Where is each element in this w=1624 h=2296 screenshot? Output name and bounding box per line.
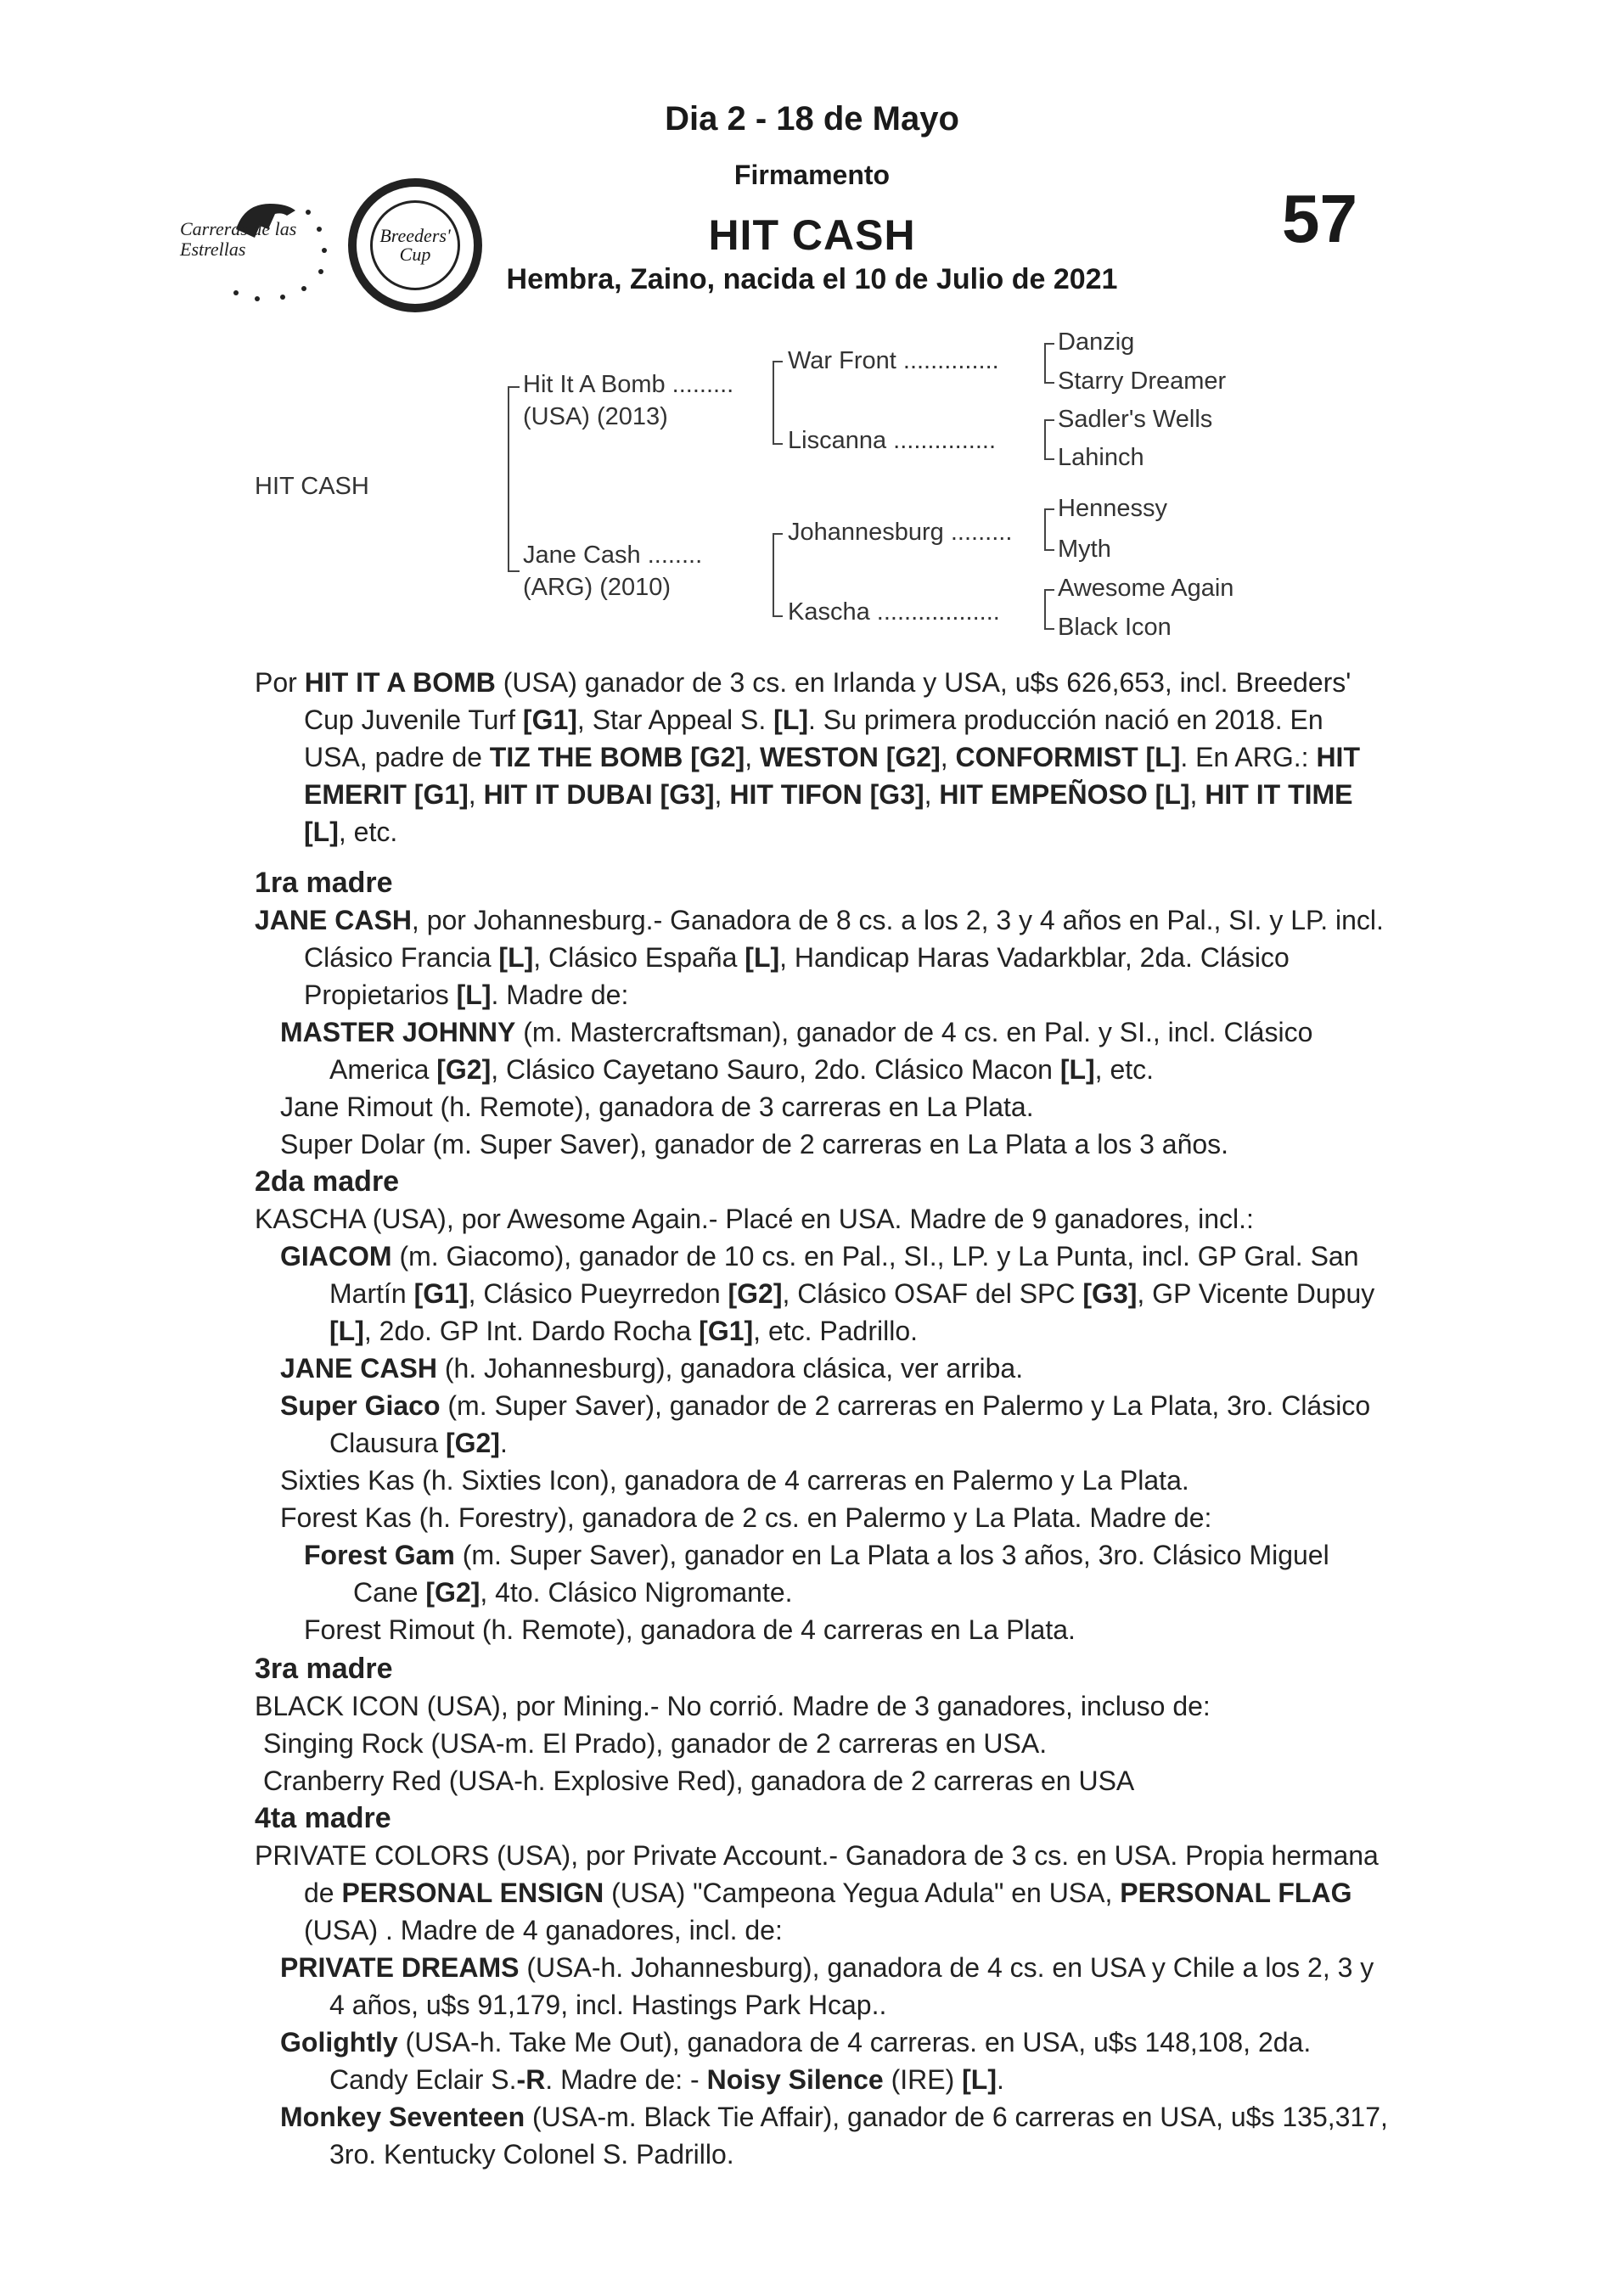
text: (IRE) bbox=[883, 2064, 963, 2095]
race-name: Firmamento bbox=[733, 160, 891, 190]
text: (h. Johannesburg), ganadora clásica, ver arriba. bbox=[436, 1353, 1024, 1384]
offspring-entry bbox=[255, 1387, 1392, 1462]
offspring-entry bbox=[255, 2024, 1392, 2098]
fourth-dam-paragraph bbox=[255, 1837, 1392, 1949]
offspring-entry: Forest Kas (h. Forestry), ganadora de 2 cs. en Palermo y La Plata. Madre de: bbox=[280, 1502, 1212, 1533]
text: , Handicap Haras Vadarkblar, 2da. Clásico Propietarios bbox=[304, 942, 1290, 1010]
offspring-name: MASTER JOHNNY bbox=[280, 1017, 516, 1047]
pedigree-sire-origin: (USA) (2013) bbox=[523, 403, 668, 430]
offspring-name: Monkey Seventeen bbox=[280, 2102, 525, 2132]
text: . En ARG.: bbox=[1180, 742, 1317, 772]
carreras-estrellas-logo bbox=[168, 178, 338, 314]
text: , Clásico Pueyrredon bbox=[468, 1278, 728, 1309]
grand-offspring-entry bbox=[255, 1536, 1392, 1611]
grade: [G2] bbox=[436, 1054, 492, 1085]
text: , bbox=[924, 779, 940, 810]
text: , etc. bbox=[1094, 1054, 1155, 1085]
text: (m. Super Saver), ganador en La Plata a los 3 años, 3ro. Clásico Miguel Cane bbox=[353, 1540, 1329, 1608]
text: , Clásico Cayetano Sauro, 2do. Clásico Macon bbox=[491, 1054, 1060, 1085]
text: . bbox=[499, 1428, 508, 1458]
pedigree-bracket-4 bbox=[1044, 343, 1054, 384]
pedigree-dss: Hennessy bbox=[1058, 495, 1167, 522]
text: (USA-h. Johannesburg), ganadora de 4 cs. en USA y Chile a los 2, 3 y 4 años, u$s 91,179, incl. Hastings Park Hcap.. bbox=[329, 1952, 1374, 2020]
text: , bbox=[1189, 779, 1205, 810]
offspring-name: Forest Gam bbox=[304, 1540, 455, 1570]
sire-section bbox=[255, 664, 1392, 850]
text: Por bbox=[255, 667, 305, 698]
second-dam-heading: 2da madre bbox=[255, 1165, 400, 1198]
offspring-entry: Singing Rock (USA-m. El Prado), ganador de 2 carreras en USA. bbox=[263, 1728, 1048, 1759]
text: , Clásico OSAF del SPC bbox=[782, 1278, 1083, 1309]
grade: [G2] bbox=[728, 1278, 783, 1309]
offspring-name: PRIVATE DREAMS bbox=[280, 1952, 520, 1983]
breeders-cup-text: Breeders' Cup bbox=[370, 200, 460, 290]
pedigree-bracket-1 bbox=[508, 386, 520, 572]
grade: [G2] bbox=[425, 1577, 480, 1608]
pedigree-dds: Awesome Again bbox=[1058, 575, 1234, 602]
pedigree-bracket-2 bbox=[773, 361, 783, 445]
third-dam-heading: 3ra madre bbox=[255, 1653, 393, 1685]
grand-offspring-entry: Forest Rimout (h. Remote), ganadora de 4 carreras en La Plata. bbox=[304, 1614, 1076, 1645]
text: , por Johannesburg.- Ganadora de 8 cs. a los 2, 3 y 4 años en Pal., SI. y LP. incl. Clásico Francia bbox=[304, 905, 1384, 973]
offspring: TIZ THE BOMB [G2] bbox=[489, 742, 745, 772]
pedigree-bracket-7 bbox=[1044, 589, 1054, 630]
third-dam-intro: BLACK ICON (USA), por Mining.- No corrió. Madre de 3 ganadores, incluso de: bbox=[255, 1691, 1211, 1721]
entry-number: 57 bbox=[1282, 181, 1357, 256]
offspring-entry: Super Dolar (m. Super Saver), ganador de 2 carreras en La Plata a los 3 años. bbox=[280, 1129, 1229, 1159]
relative-name: PERSONAL ENSIGN bbox=[341, 1878, 604, 1908]
text: , Star Appeal S. bbox=[576, 705, 774, 735]
fourth-dam-heading: 4ta madre bbox=[255, 1802, 391, 1834]
offspring-name: Golightly bbox=[280, 2027, 398, 2057]
offspring-name: Super Giaco bbox=[280, 1390, 441, 1421]
text: , 2do. GP Int. Dardo Rocha bbox=[363, 1316, 700, 1346]
text: , bbox=[714, 779, 730, 810]
horse-name: HIT CASH bbox=[708, 211, 916, 259]
offspring: WESTON [G2] bbox=[760, 742, 941, 772]
offspring: HIT EMPEÑOSO [L] bbox=[939, 779, 1190, 810]
first-dam-heading: 1ra madre bbox=[255, 867, 393, 899]
grade: [L] bbox=[329, 1316, 364, 1346]
offspring-entry bbox=[255, 1949, 1392, 2024]
pedigree-ss: War Front .............. bbox=[788, 347, 999, 374]
offspring-entry bbox=[255, 1350, 1392, 1387]
text: , Clásico España bbox=[533, 942, 745, 973]
grade: [L] bbox=[773, 705, 809, 735]
offspring: HIT IT DUBAI [G3] bbox=[483, 779, 715, 810]
grade: [G1] bbox=[413, 1278, 469, 1309]
pedigree-sss: Danzig bbox=[1058, 328, 1135, 356]
pedigree-sd: Liscanna ............... bbox=[788, 427, 996, 454]
pedigree-ds: Johannesburg ......... bbox=[788, 519, 1013, 546]
text: , bbox=[745, 742, 760, 772]
dam-name: JANE CASH bbox=[255, 905, 412, 935]
pedigree-sdd: Lahinch bbox=[1058, 444, 1144, 471]
pedigree-ssd: Starry Dreamer bbox=[1058, 368, 1227, 395]
pedigree-sire: Hit It A Bomb ......... bbox=[523, 371, 734, 398]
pedigree-dd: Kascha .................. bbox=[788, 598, 1000, 626]
pedigree-dam-origin: (ARG) (2010) bbox=[523, 574, 672, 601]
offspring-entry: Cranberry Red (USA-h. Explosive Red), ganadora de 2 carreras en USA bbox=[263, 1766, 1135, 1796]
offspring-entry bbox=[255, 2098, 1392, 2173]
first-dam-paragraph bbox=[255, 901, 1392, 1013]
page-day-heading: Dia 2 - 18 de Mayo bbox=[665, 100, 959, 138]
restricted-marker: -R bbox=[516, 2064, 546, 2095]
text: (USA) ganador de 3 cs. en Irlanda y USA, u$s 626,653, incl. Breeders' Cup Juvenile Turf bbox=[304, 667, 1351, 735]
text: (m. Super Saver), ganador de 2 carreras en Palermo y La Plata, 3ro. Clásico Clausura bbox=[329, 1390, 1371, 1458]
pedigree-bracket-3 bbox=[773, 533, 783, 617]
offspring-name: JANE CASH bbox=[280, 1353, 437, 1384]
grade: [G1] bbox=[522, 705, 577, 735]
text: . Madre de: - bbox=[545, 2064, 707, 2095]
text: PRIVATE COLORS (USA), por Private Account.- Ganadora de 3 cs. en USA. Propia hermana de bbox=[255, 1840, 1379, 1908]
grade: [L] bbox=[1059, 1054, 1095, 1085]
text: (USA) "Campeona Yegua Adula" en USA, bbox=[604, 1878, 1121, 1908]
text: (USA-m. Black Tie Affair), ganador de 6 carreras en USA, u$s 135,317, 3ro. Kentucky Colonel S. Padrillo. bbox=[329, 2102, 1388, 2170]
offspring-entry bbox=[255, 1013, 1392, 1088]
grand-offspring-name: Noisy Silence bbox=[706, 2064, 884, 2095]
offspring: HIT EMERIT [G1] bbox=[304, 742, 1360, 810]
grade: [G3] bbox=[1082, 1278, 1138, 1309]
second-dam-section bbox=[255, 1163, 1392, 1648]
pedigree-dam: Jane Cash ........ bbox=[523, 542, 703, 569]
text: (USA) . Madre de 4 ganadores, incl. de: bbox=[304, 1915, 783, 1945]
text: , GP Vicente Dupuy bbox=[1137, 1278, 1375, 1309]
grade: [G2] bbox=[445, 1428, 500, 1458]
pedigree-ddd: Black Icon bbox=[1058, 614, 1172, 641]
pedigree-bracket-5 bbox=[1044, 419, 1054, 460]
sire-name: HIT IT A BOMB bbox=[304, 667, 496, 698]
grade: [L] bbox=[745, 942, 780, 973]
pedigree-bracket-6 bbox=[1044, 508, 1054, 551]
offspring: CONFORMIST [L] bbox=[955, 742, 1181, 772]
text: , etc. Padrillo. bbox=[753, 1316, 919, 1346]
third-dam-section bbox=[255, 1650, 1392, 1799]
text: (m. Mastercraftsman), ganador de 4 cs. en Pal. y SI., incl. Clásico America bbox=[329, 1017, 1313, 1085]
first-dam-section bbox=[255, 864, 1392, 1163]
offspring-name: GIACOM bbox=[280, 1241, 392, 1272]
text: (USA-h. Take Me Out), ganadora de 4 carreras. en USA, u$s 148,108, 2da. Candy Eclair S. bbox=[329, 2027, 1312, 2095]
grade: [L] bbox=[962, 2064, 997, 2095]
text: . Madre de: bbox=[491, 980, 629, 1010]
grade: [L] bbox=[456, 980, 492, 1010]
grade: [G1] bbox=[699, 1316, 754, 1346]
fourth-dam-section bbox=[255, 1799, 1392, 2173]
relative-name: PERSONAL FLAG bbox=[1120, 1878, 1352, 1908]
grade: [L] bbox=[498, 942, 534, 973]
text: , bbox=[468, 779, 484, 810]
horse-description: Hembra, Zaino, nacida el 10 de Julio de 2021 bbox=[506, 263, 1118, 295]
text: , 4to. Clásico Nigromante. bbox=[480, 1577, 793, 1608]
offspring-entry bbox=[255, 1238, 1392, 1350]
text: , bbox=[940, 742, 956, 772]
text: , etc. bbox=[338, 817, 398, 847]
offspring-entry: Jane Rimout (h. Remote), ganadora de 3 carreras en La Plata. bbox=[280, 1092, 1034, 1122]
second-dam-intro: KASCHA (USA), por Awesome Again.- Placé en USA. Madre de 9 ganadores, incl.: bbox=[255, 1204, 1254, 1234]
text: . bbox=[996, 2064, 1004, 2095]
breeders-cup-logo bbox=[348, 178, 482, 312]
carreras-estrellas-text: Carreras de las Estrellas bbox=[180, 218, 297, 260]
pedigree-sds: Sadler's Wells bbox=[1058, 406, 1213, 433]
offspring-entry: Sixties Kas (h. Sixties Icon), ganadora de 4 carreras en Palermo y La Plata. bbox=[280, 1465, 1189, 1496]
pedigree-dsd: Myth bbox=[1058, 536, 1111, 563]
offspring: HIT IT TIME [L] bbox=[304, 779, 1353, 847]
text: . Su primera producción nació en 2018. En USA, padre de bbox=[304, 705, 1323, 772]
sire-paragraph bbox=[255, 664, 1392, 850]
text: (m. Giacomo), ganador de 10 cs. en Pal., SI., LP. y La Punta, incl. GP Gral. San Martín bbox=[329, 1241, 1359, 1309]
offspring: HIT TIFON [G3] bbox=[729, 779, 924, 810]
pedigree-subject: HIT CASH bbox=[255, 473, 369, 500]
